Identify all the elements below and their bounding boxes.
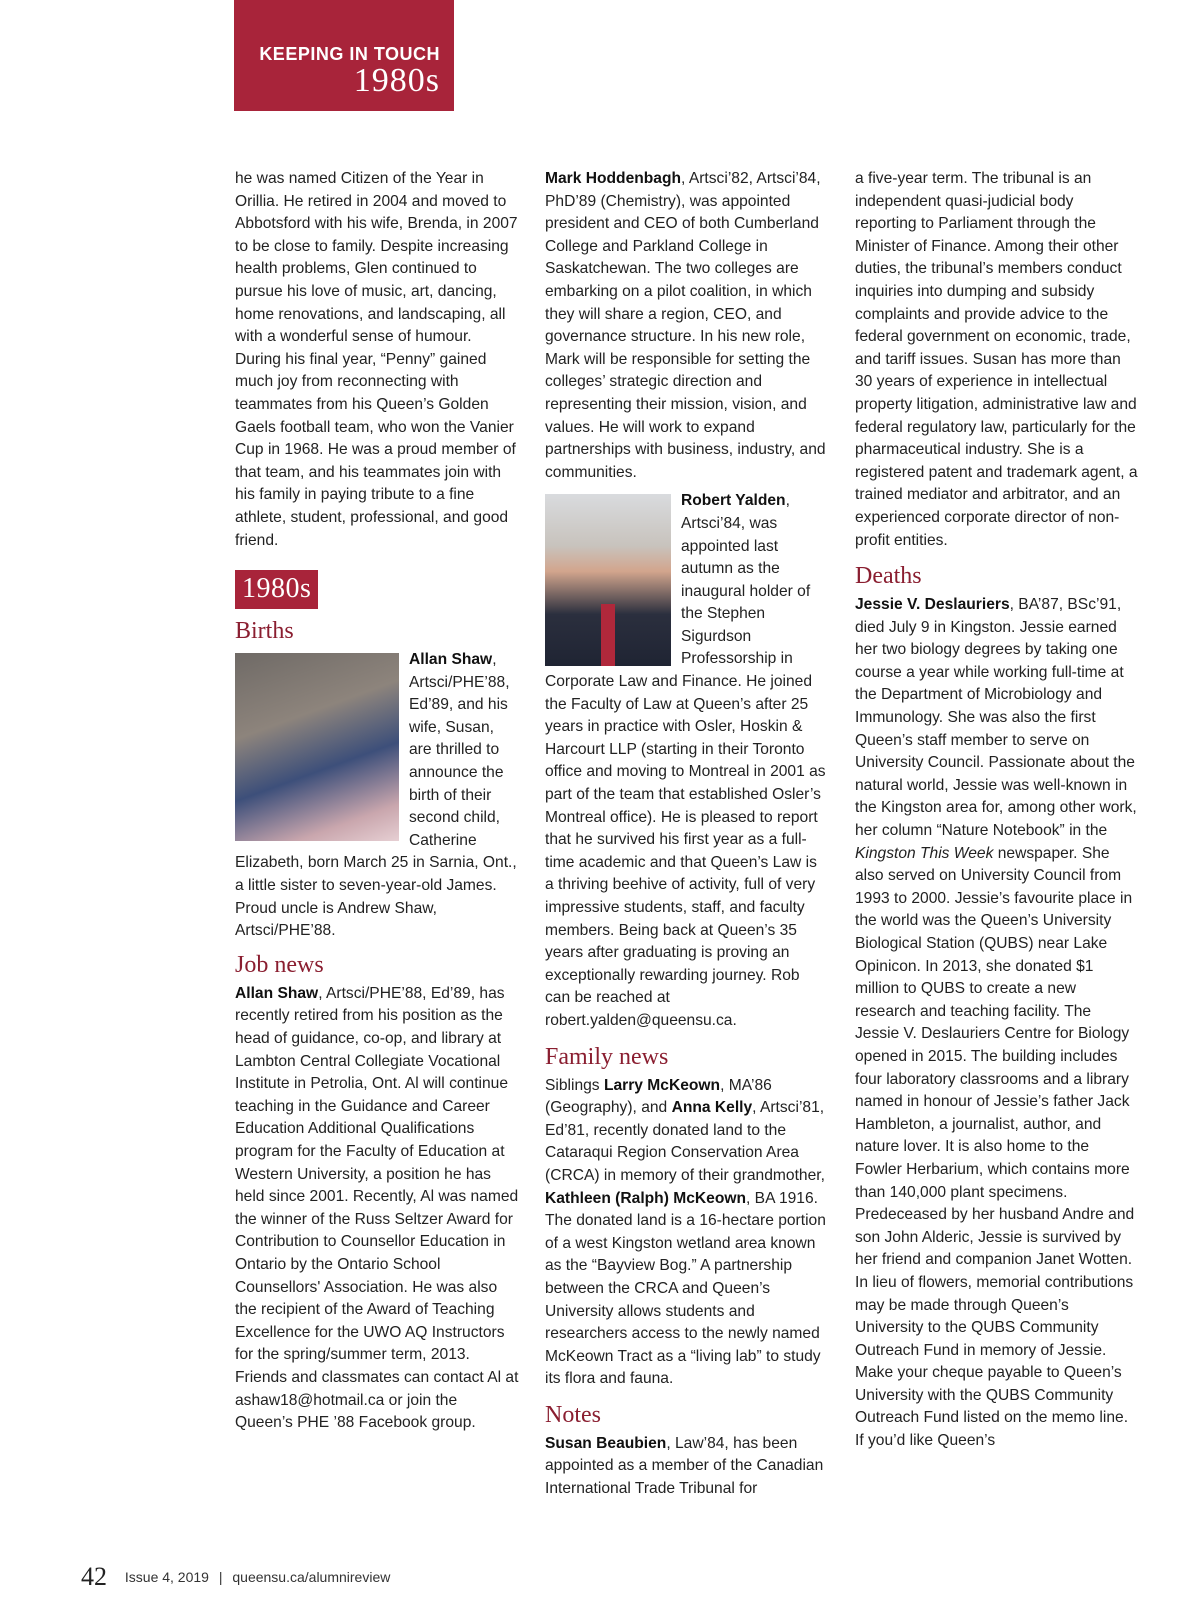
- robert-yalden-entry: [545, 490, 829, 1032]
- robert-name: Robert Yalden: [681, 492, 786, 510]
- births-entry: [235, 649, 519, 943]
- page-footer: [81, 1562, 390, 1592]
- family-text-3: , Artsci’81, Ed’81, recently donated land to the Cataraqui Region Conservation Area (CRCA) in memory of their grandmother,: [545, 1099, 825, 1184]
- family-name-3: Kathleen (Ralph) McKeown: [545, 1189, 746, 1207]
- deaths-entry: [855, 594, 1139, 1453]
- job-news-name: Allan Shaw: [235, 984, 319, 1002]
- family-news-entry: [545, 1075, 829, 1391]
- notes-name: Susan Beaubien: [545, 1434, 667, 1452]
- robert-yalden-photo: [545, 494, 671, 666]
- column-2: [545, 168, 829, 1501]
- page-number: 42: [81, 1562, 107, 1591]
- mark-name: Mark Hoddenbagh: [545, 170, 682, 187]
- births-text: , Artsci/PHE’88, Ed’89, and his wife, Susan, are thrilled to announce the birth of their second child, Catherine Elizabeth, born March 25 in Sarnia, Ont., a little sister to seven-year-old James. Proud uncle is Andrew Shaw, Artsci/PHE’88.: [235, 651, 517, 940]
- births-heading: Births: [235, 618, 294, 645]
- section-masthead: [234, 0, 454, 111]
- notes-heading: Notes: [545, 1401, 601, 1428]
- deaths-text-2: newspaper. She also served on University Council from 1993 to 2000. Jessie’s favourite place in the world was the Queen’s University Biological Station (QUBS) near Lake Opinicon. In 2013, she donated $1 million to QUBS to create a new research and teaching facility. The Jessie V. Deslauriers Centre for Biology opened in 2015. The building includes four laboratory classrooms and a library named in honour of Jessie’s father Jack Hambleton, a journalist, author, and nature lover. It is also home to the Fowler Herbarium, which contains more than 140,000 plant specimens. Predeceased by her husband Andre and son John Alderic, Jessie is survived by her friend and companion Janet Wotten. In lieu of flowers, memorial contributions may be made through Queen’s University to the QUBS Community Outreach Fund in memory of Jessie. Make your cheque payable to Queen’s University with the QUBS Community Outreach Fund listed on the memo line. If you’d like Queen’s: [855, 844, 1135, 1450]
- deaths-name: Jessie V. Deslauriers: [855, 596, 1010, 614]
- deaths-text-1: , BA’87, BSc’91, died July 9 in Kingston. Jessie earned her two biology degrees by taking one course a year while working full-time at the Department of Microbiology and Immunology. She was also the first Queen’s staff member to serve on University Council. Passionate about the natural world, Jessie was well-known in the Kingston area for, among other work, her column “Nature Notebook” in the: [855, 596, 1137, 840]
- births-name: Allan Shaw: [409, 651, 493, 669]
- family-text-1: Siblings: [545, 1076, 604, 1094]
- robert-text: , Artsci’84, was appointed last autumn as the inaugural holder of the Stephen Sigurdson Professorship in Corporate Law and Finance. He joined the Faculty of Law at Queen’s after 25 years in practice with Osler, Hoskin & Harcourt LLP (starting in their Toronto office and moving to Montreal in 2001 as part of the team that established Osler’s Montreal office). He is pleased to report that he survived his first year as a full-time academic and that Queen’s Law is a thriving beehive of activity, full of very impressive students, staff, and faculty members. Being back at Queen’s 35 years after graduating is proving an exceptionally rewarding journey. Rob can be reached at robert.yalden@queensu.ca.: [545, 492, 826, 1029]
- family-name-2: Anna Kelly: [671, 1099, 753, 1117]
- job-news-entry: [235, 983, 519, 1435]
- notes-continued: a five-year term. The tribunal is an independent quasi-judicial body reporting to Parliament through the Minister of Finance. Among their other duties, the tribunal’s members conduct inquiries into dumping and subsidy complaints and provide advice to the federal government on economic, trade, and tariff issues. Susan has more than 30 years of experience in intellectual property litigation, administrative law and federal regulatory law, particularly for the pharmaceutical industry. She is a registered patent and trademark agent, a trained mediator and arbitrator, and an experienced corporate director of non-profit entities.: [855, 170, 1138, 549]
- issue-label: Issue 4, 2019: [124, 1569, 209, 1585]
- column-3: [855, 168, 1139, 1453]
- notes-entry: [545, 1433, 829, 1501]
- job-news-text: , Artsci/PHE’88, Ed’89, has recently retired from his position as the head of guidance, co-op, and library at Lambton Central Collegiate Vocational Institute in Petrolia, Ont. Al will continue teaching in the Guidance and Career Education Additional Qualifications program for the Faculty of Education at Western University, a position he has held since 2001. Recently, Al was named the winner of the Russ Seltzer Award for Contribution to Counsellor Education in Ontario by the Ontario School Counsellors' Association. He was also the recipient of the Award of Teaching Excellence for the UWO AQ Instructors for the spring/summer term, 2013. Friends and classmates can contact Al at ashaw18@hotmail.ca or join the Queen’s PHE ’88 Facebook group.: [235, 984, 519, 1432]
- decade-badge: 1980s: [235, 570, 318, 609]
- footer-separator: |: [218, 1569, 223, 1585]
- deaths-heading: Deaths: [855, 563, 922, 590]
- masthead-decade: 1980s: [353, 62, 440, 99]
- notes-text: , Law’84, has been appointed as a member of the Canadian International Trade Tribunal for: [545, 1434, 824, 1498]
- job-news-heading: Job news: [235, 951, 324, 978]
- mark-hoddenbagh-entry: [545, 168, 829, 484]
- footer-url: queensu.ca/alumnireview: [232, 1569, 391, 1585]
- allan-shaw-baby-photo: [235, 653, 399, 841]
- family-name-1: Larry McKeown: [603, 1076, 721, 1094]
- family-text-2: , MA’86 (Geography), and: [545, 1076, 772, 1117]
- mark-text: , Artsci’82, Artsci’84, PhD’89 (Chemistry), was appointed president and CEO of both Cumberland College and Parkland College in Saskatchewan. The two colleges are embarking on a pilot coalition, in which they will share a region, CEO, and governance structure. In his new role, Mark will be responsible for setting the colleges’ strategic direction and representing their mission, vision, and values. He will work to expand partnerships with business, industry, and communities.: [545, 170, 826, 481]
- masthead-kicker: KEEPING IN TOUCH: [259, 44, 440, 64]
- family-text-4: , BA 1916. The donated land is a 16-hectare portion of a west Kingston wetland area known as the “Bayview Bog.” A partnership between the CRCA and Queen’s University allows students and researchers access to the newly named McKeown Tract as a “living lab” to study its flora and fauna.: [545, 1189, 826, 1388]
- glen-tribute-continued: he was named Citizen of the Year in Orillia. He retired in 2004 and moved to Abbotsford with his wife, Brenda, in 2007 to be close to family. Despite increasing health problems, Glen continued to pursue his love of music, art, dancing, home renovations, and landscaping, all with a wonderful sense of humour. During his final year, “Penny” gained much joy from reconnecting with teammates from his Queen’s Golden Gaels football team, who won the Vanier Cup in 1968. He was a proud member of that team, and his teammates join with his family in paying tribute to a fine athlete, student, professional, and good friend.: [235, 170, 518, 549]
- deaths-italic-publication: Kingston This Week: [855, 844, 994, 862]
- column-1: [235, 168, 519, 1435]
- family-news-heading: Family news: [545, 1043, 669, 1070]
